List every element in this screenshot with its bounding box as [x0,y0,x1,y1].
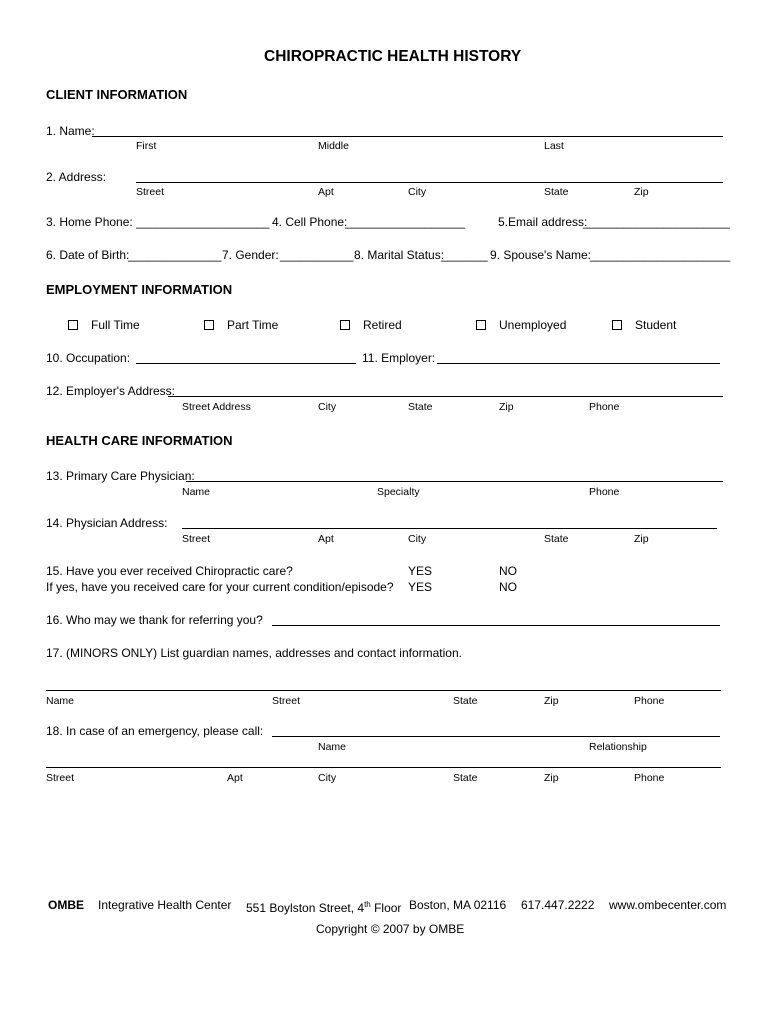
guardian-street-caption: Street [272,695,301,707]
pcp-specialty-caption: Specialty [377,486,420,498]
q15a-yes-option[interactable]: YES [408,564,433,578]
dob-field[interactable]: ______________ [128,248,222,262]
emergency-apt-caption: Apt [227,772,243,784]
emergency-street-caption: Street [46,772,75,784]
footer-street-sup: th [364,900,371,909]
footer-website[interactable]: www.ombecenter.com [609,898,727,912]
address-state-caption: State [544,186,569,198]
pcp-field[interactable] [186,481,723,482]
employer-address-field[interactable] [168,396,723,397]
footer-copyright: Copyright © 2007 by OMBE [316,922,465,936]
gender-field[interactable]: ___________ [280,248,354,262]
q18-text: 18. In case of an emergency, please call: [46,724,264,738]
home-phone-field[interactable]: ____________________ [136,215,270,229]
q15b-no-option[interactable]: NO [499,580,517,594]
checkbox-icon[interactable] [340,320,350,330]
status-label: Part Time [227,318,279,332]
q15a-text: 15. Have you ever received Chiropractic care? [46,564,293,578]
footer-city: Boston, MA 02116 [409,898,507,912]
footer-street [246,898,401,915]
name-label: 1. Name: [46,124,95,138]
email-label: 5.Email address: [498,215,588,229]
name-last-caption: Last [544,140,564,152]
employer-address-label: 12. Employer's Address: [46,384,176,398]
spouse-label: 9. Spouse's Name: [490,248,592,262]
guardian-name-caption: Name [46,695,75,707]
address-label: 2. Address: [46,170,107,184]
employer-field[interactable] [437,363,720,364]
checkbox-icon[interactable] [204,320,214,330]
address-street-caption: Street [136,186,165,198]
physician-address-state-caption: State [544,533,569,545]
footer-street-end: Floor [370,901,402,915]
physician-address-zip-caption: Zip [634,533,649,545]
status-label: Retired [363,318,402,332]
physician-address-street-caption: Street [182,533,211,545]
name-first-caption: First [136,140,157,152]
dob-label: 6. Date of Birth: [46,248,130,262]
guardian-state-caption: State [453,695,478,707]
page-title: CHIROPRACTIC HEALTH HISTORY [264,48,522,65]
employer-label: 11. Employer: [362,351,436,365]
status-label: Full Time [91,318,140,332]
footer-phone: 617.447.2222 [521,898,595,912]
occupation-label: 10. Occupation: [46,351,131,365]
physician-address-apt-caption: Apt [318,533,334,545]
email-field[interactable]: ______________________ [583,215,730,229]
spouse-field[interactable]: _____________________ [590,248,731,262]
gender-label: 7. Gender: [222,248,279,262]
q17-text: 17. (MINORS ONLY) List guardian names, addresses and contact information. [46,646,462,660]
guardian-zip-caption: Zip [544,695,559,707]
employer-address-city-caption: City [318,401,337,413]
status-label: Unemployed [499,318,567,332]
q15a-no-option[interactable]: NO [499,564,517,578]
employer-address-phone-caption: Phone [589,401,620,413]
pcp-phone-caption: Phone [589,486,620,498]
pcp-name-caption: Name [182,486,211,498]
name-field[interactable] [92,136,723,137]
employer-address-street-caption: Street Address [182,401,251,413]
cell-phone-field[interactable]: __________________ [345,215,466,229]
footer-center: Integrative Health Center [98,898,232,912]
marital-label: 8. Marital Status: [354,248,445,262]
address-zip-caption: Zip [634,186,649,198]
guardian-field[interactable] [46,690,721,691]
section-heading-employment: EMPLOYMENT INFORMATION [46,282,233,297]
physician-address-field[interactable] [182,528,717,529]
employer-address-zip-caption: Zip [499,401,514,413]
q15b-text: If yes, have you received care for your current condition/episode? [46,580,394,594]
cell-phone-label: 4. Cell Phone: [272,215,348,229]
marital-field[interactable]: _______ [441,248,488,262]
status-label: Student [635,318,677,332]
checkbox-icon[interactable] [68,320,78,330]
address-city-caption: City [408,186,427,198]
home-phone-label: 3. Home Phone: [46,215,133,229]
emergency-name-caption: Name [318,741,347,753]
emergency-zip-caption: Zip [544,772,559,784]
emergency-address-field[interactable] [46,767,721,768]
occupation-field[interactable] [136,363,356,364]
emergency-contact-field[interactable] [272,736,720,737]
emergency-phone-caption: Phone [634,772,665,784]
emergency-city-caption: City [318,772,337,784]
q16-text: 16. Who may we thank for referring you? [46,613,263,627]
checkbox-icon[interactable] [476,320,486,330]
q15b-yes-option[interactable]: YES [408,580,433,594]
emergency-relationship-caption: Relationship [589,741,647,753]
name-middle-caption: Middle [318,140,349,152]
footer-street-main: 551 Boylston Street, 4 [246,901,365,915]
footer-org: OMBE [48,898,84,912]
section-heading-health: HEALTH CARE INFORMATION [46,433,233,448]
emergency-state-caption: State [453,772,478,784]
pcp-label: 13. Primary Care Physician: [46,469,195,483]
address-field[interactable] [136,182,723,183]
referral-field[interactable] [272,625,720,626]
physician-address-label: 14. Physician Address: [46,516,168,530]
address-apt-caption: Apt [318,186,334,198]
section-heading-client: CLIENT INFORMATION [46,87,188,102]
checkbox-icon[interactable] [612,320,622,330]
employer-address-state-caption: State [408,401,433,413]
physician-address-city-caption: City [408,533,427,545]
guardian-phone-caption: Phone [634,695,665,707]
